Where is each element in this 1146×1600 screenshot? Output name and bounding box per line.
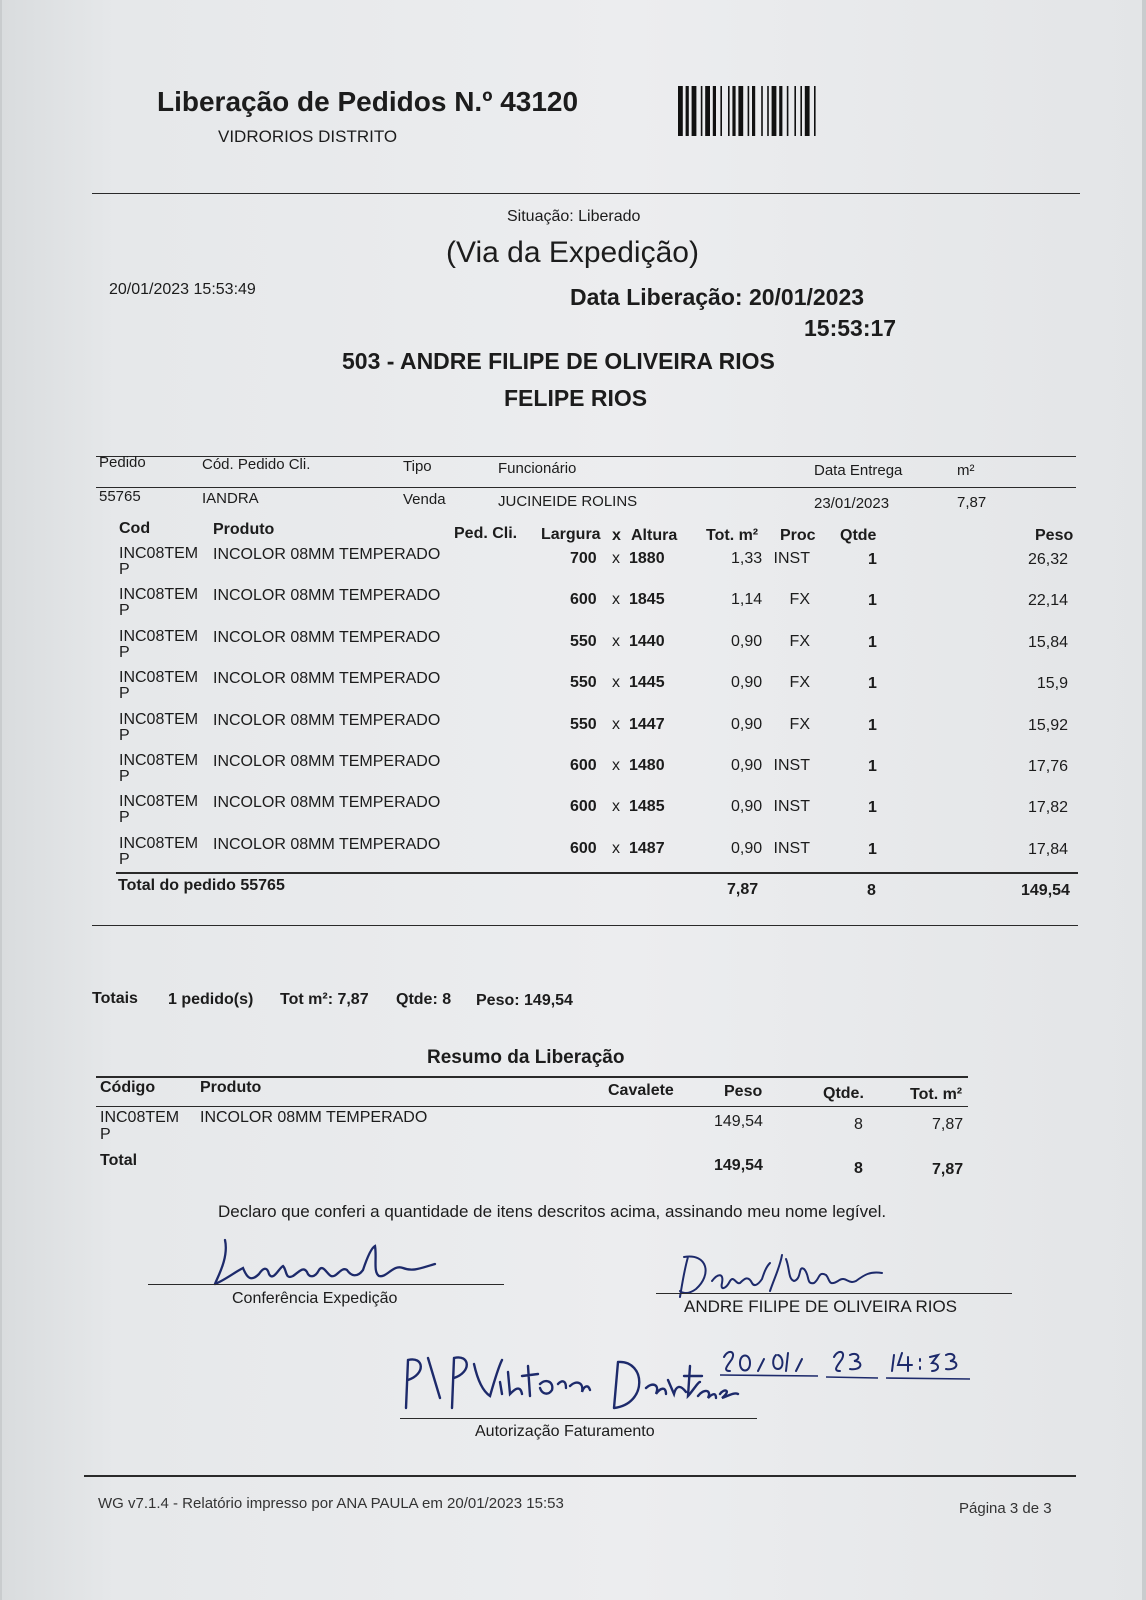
declaration-text: Declaro que conferi a quantidade de itens descritos acima, assinando meu nome legível. [218,1202,887,1221]
barcode-bar [787,86,789,136]
col-proc: Proc [780,527,816,544]
cell-largura: 700 [570,550,597,567]
col-data-entrega: Data Entrega [814,462,903,479]
footer-rule [84,1475,1076,1477]
cell-produto: INCOLOR 08MM TEMPERADO [213,835,441,853]
cell-qtde: 1 [868,551,877,568]
cell-x: x [612,550,620,567]
col-qtde: Qtde. [823,1085,864,1102]
barcode-bar [761,86,763,136]
cell-tot-m2: 1,14 [731,591,763,609]
cell-tot-m2: 0,90 [731,632,763,650]
cell-produto: INCOLOR 08MM TEMPERADO [213,546,441,563]
cell-cod: INC08TEM [119,627,199,645]
total-pedido-qtde: 8 [867,882,876,899]
cell-proc: FX [789,715,810,733]
cell-cod-cont: P [119,685,130,703]
resumo-total-peso: 149,54 [714,1157,763,1174]
cell-produto: INCOLOR 08MM TEMPERADO [213,711,441,729]
resumo-peso: 149,54 [714,1113,763,1130]
cell-cod-cont: P [119,643,130,661]
cell-produto: INCOLOR 08MM TEMPERADO [213,587,441,605]
cell-cod-cont: P [119,561,130,578]
table-rule [116,872,1078,874]
total-pedido-label: Total do pedido 55765 [118,877,285,894]
resumo-total-label: Total [100,1152,138,1169]
col-cod: Cod [119,520,151,537]
col-m2: m² [957,462,975,479]
barcode-bar [772,86,777,136]
signature-line [148,1284,504,1285]
conferencia-label: Conferência Expedição [232,1290,398,1307]
via-title: (Via da Expedição) [446,236,699,269]
cell-x: x [612,839,620,857]
totais-peso: Peso: 149,54 [476,992,573,1009]
barcode [678,86,850,141]
cell-largura: 600 [570,798,597,816]
divider [92,925,1078,926]
col-peso: Peso [1035,527,1074,544]
cell-cod-cont: P [119,768,130,785]
cell-altura: 1440 [629,632,665,650]
cell-tot-m2: 0,90 [731,798,763,816]
total-pedido-m2: 7,87 [727,881,759,898]
resumo-qtde: 8 [854,1116,863,1133]
situacao-text: Situação: Liberado [507,208,641,225]
cell-peso: 15,9 [1036,675,1068,693]
val-tipo: Venda [403,491,446,508]
val-m2: 7,87 [957,494,987,511]
cell-produto: INCOLOR 08MM TEMPERADO [213,753,441,770]
cell-qtde: 1 [868,799,877,817]
cell-largura: 600 [570,591,597,609]
cell-peso: 15,92 [1027,716,1068,734]
barcode-bar [794,86,796,136]
table-rule [96,1106,968,1107]
barcode-bar [814,86,816,136]
barcode-bar [678,86,683,136]
col-codigo: Código [100,1079,156,1096]
autorizacao-label: Autorização Faturamento [475,1423,655,1440]
client-name: 503 - ANDRE FILIPE DE OLIVEIRA RIOS [342,348,775,374]
cell-proc: INST [773,798,810,816]
cell-altura: 1880 [629,550,665,567]
cell-x: x [612,715,620,733]
cell-peso: 22,14 [1027,592,1068,610]
total-pedido-peso: 149,54 [1021,882,1070,899]
cell-altura: 1845 [629,591,665,609]
barcode-bar [705,86,710,136]
resumo-title: Resumo da Liberação [427,1047,625,1068]
barcode-bar [767,86,769,136]
cell-tot-m2: 0,90 [731,674,763,692]
printed-timestamp: 20/01/2023 15:53:49 [109,281,256,298]
col-altura: Altura [631,527,678,544]
cell-x: x [612,757,620,774]
barcode-bar [713,86,716,136]
barcode-bar [800,86,802,136]
cell-peso: 17,84 [1027,840,1068,858]
val-data-entrega: 23/01/2023 [814,495,890,512]
client-signature-label: ANDRE FILIPE DE OLIVEIRA RIOS [684,1297,958,1316]
cell-produto: INCOLOR 08MM TEMPERADO [213,794,441,812]
col-peso: Peso [724,1083,763,1100]
barcode-bar [805,86,810,136]
col-cavalete: Cavalete [608,1082,674,1099]
resumo-codigo: INC08TEM [100,1109,180,1126]
document-page [2,0,1142,1600]
resumo-m2: 7,87 [932,1116,964,1133]
divider [92,193,1080,194]
cell-qtde: 1 [868,633,877,651]
cell-x: x [612,591,620,609]
resumo-total-m2: 7,87 [932,1161,964,1178]
cell-altura: 1487 [629,839,665,857]
cell-cod: INC08TEM [119,710,199,728]
cell-tot-m2: 0,90 [731,839,763,857]
barcode-bar [686,86,689,136]
cell-tot-m2: 1,33 [731,550,763,567]
totais-m2: Tot m²: 7,87 [280,991,369,1008]
resumo-total-qtde: 8 [854,1160,863,1177]
cell-proc: FX [789,591,810,609]
totais-qtde: Qtde: 8 [396,991,452,1008]
col-tipo: Tipo [403,458,432,475]
cell-proc: INST [773,550,810,567]
cell-produto: INCOLOR 08MM TEMPERADO [213,670,441,688]
col-tot-m2: Tot. m² [706,527,759,544]
client-nickname: FELIPE RIOS [504,385,648,411]
cell-cod: INC08TEM [119,834,199,852]
cell-proc: INST [773,757,810,774]
col-produto: Produto [213,521,275,538]
val-funcionario: JUCINEIDE ROLINS [498,493,638,510]
col-produto: Produto [200,1079,262,1096]
cell-produto: INCOLOR 08MM TEMPERADO [213,628,441,646]
cell-cod: INC08TEM [119,752,199,769]
cell-qtde: 1 [868,758,877,775]
col-x: x [612,527,621,544]
cell-altura: 1445 [629,674,665,692]
resumo-produto: INCOLOR 08MM TEMPERADO [200,1109,428,1126]
cell-altura: 1447 [629,715,665,733]
cell-largura: 600 [570,839,597,857]
page-number: Página 3 de 3 [959,1500,1052,1517]
cell-largura: 550 [570,632,597,650]
barcode-bar [748,86,750,136]
barcode-bar [728,86,730,136]
data-liberacao-time: 15:53:17 [804,315,897,341]
barcode-bar [692,86,697,136]
cell-peso: 17,82 [1027,799,1068,817]
company-name: VIDRORIOS DISTRITO [218,127,398,146]
cell-cod: INC08TEM [119,793,199,811]
cell-proc: FX [789,674,810,692]
cell-proc: FX [789,632,810,650]
col-largura: Largura [541,526,601,543]
cell-cod-cont: P [119,850,130,868]
cell-cod-cont: P [119,602,130,620]
barcode-bar [720,86,722,136]
cell-largura: 550 [570,715,597,733]
cell-cod-cont: P [119,809,130,827]
signature-client [678,1245,918,1305]
signature-line [656,1293,1012,1294]
cell-cod: INC08TEM [119,545,199,562]
table-rule [96,487,1076,488]
totais-label: Totais [92,990,138,1007]
cell-qtde: 1 [868,716,877,734]
cell-cod: INC08TEM [119,669,199,687]
barcode-bar [738,86,743,136]
barcode-bar [732,86,735,136]
totais-pedidos: 1 pedido(s) [168,991,254,1008]
table-rule [96,1076,968,1078]
cell-cod: INC08TEM [119,586,199,604]
col-qtde: Qtde [840,527,877,544]
col-tot-m2: Tot. m² [910,1086,963,1103]
cell-peso: 26,32 [1027,551,1068,568]
barcode-bar [701,86,703,136]
cell-tot-m2: 0,90 [731,715,763,733]
cell-altura: 1485 [629,798,665,816]
val-cod-pedido-cli: IANDRA [202,490,259,507]
data-liberacao: Data Liberação: 20/01/2023 [570,284,865,310]
cell-peso: 15,84 [1027,633,1068,651]
col-cod-pedido-cli: Cód. Pedido Cli. [202,456,311,473]
cell-largura: 550 [570,674,597,692]
signature-autorizacao [398,1352,768,1419]
barcode-bar [752,86,755,136]
col-funcionario: Funcionário [498,460,577,477]
cell-altura: 1480 [629,757,665,774]
cell-largura: 600 [570,757,597,774]
col-pedido: Pedido [99,454,146,471]
footer-print-info: WG v7.1.4 - Relatório impresso por ANA PAULA em 20/01/2023 15:53 [98,1495,564,1512]
cell-tot-m2: 0,90 [731,757,763,774]
cell-x: x [612,798,620,816]
cell-cod-cont: P [119,726,130,744]
col-ped-cli: Ped. Cli. [454,525,518,542]
cell-proc: INST [773,839,810,857]
cell-peso: 17,76 [1027,758,1068,775]
cell-qtde: 1 [868,840,877,858]
cell-x: x [612,632,620,650]
barcode-bar [779,86,782,136]
resumo-codigo-cont: P [100,1126,111,1143]
cell-qtde: 1 [868,592,877,610]
cell-qtde: 1 [868,675,877,693]
signature-line [400,1418,757,1419]
val-pedido: 55765 [99,488,141,505]
cell-x: x [612,674,620,692]
report-title: Liberação de Pedidos N.º 43120 [157,86,579,117]
